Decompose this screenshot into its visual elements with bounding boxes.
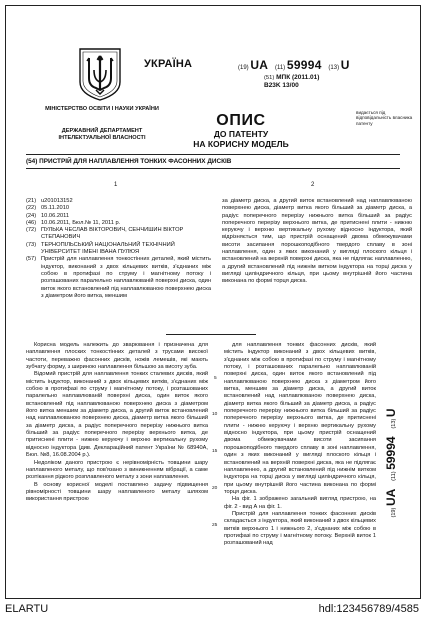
ministry-name: МІНІСТЕРСТВО ОСВІТИ І НАУКИ УКРАЇНИ <box>45 106 159 112</box>
kind-code: U <box>340 58 350 72</box>
biblio-row-claim <box>26 256 211 300</box>
patent-id-line <box>238 58 350 72</box>
ipc-class: B23K 13/00 <box>264 82 299 89</box>
code-11: (11) <box>274 65 286 71</box>
paragraph: На фіг. 1 зображено загальний вигляд пристрою, на фіг. 2 - вид А на фіг. 1. <box>224 496 376 510</box>
biblio-row <box>26 198 211 205</box>
v-code-11: (11) <box>391 471 397 481</box>
claim-continued: за діаметр диска, а другий виток встановлений над наплавлюваною поверхнею диска, діаметр витка якого більший за діаметр диска, а радіус поперечного перерізу нижнього витка більший за радіус поперечного перерізу верхнього витка, де притиснені плити - нижню керуючу і верхню вертикальну рухому відносно індуктора, який відрізняється тим, що пристрій оснащений двома обмежувачами висоти засипання порошкоподібного твердого сплаву в зоні наплавлення, один з яких виконаний у вигляді плоского кільця і встановлений на верхній поверхні диска, яка не підлягає наплавленню, а другий встановлений під нижнім витком індуктора на торці диска у вигляді циліндричного кільця, при цьому внутрішній його частина виконана по формі торця диска. <box>222 198 412 285</box>
paragraph: В основу корисної моделі поставлено задачу підвищення рівномірності товщини шару наплавленого металу шляхом використання пристрою <box>26 481 208 503</box>
v-code-13: (13) <box>391 418 397 429</box>
handle-id[interactable]: hdl:123456789/4585 <box>318 603 419 615</box>
divider-body <box>166 334 256 335</box>
biblio-code: (21) <box>26 198 37 204</box>
v-country-code: UA <box>384 488 398 507</box>
ipc-label: МПК (2011.01) <box>276 74 320 81</box>
paragraph: для наплавлення тонких фасонних дисків, який містить індуктор виконаний з двох кільцевих витків, з'єднаних між собою в протифазі по струму і магнітному потоку, і розташованих паралельно наплавлюваній поверхні диска, один виток якого встановлений під наплавлюваною поверхнею диска з діаметром його витка, меншим за діаметр диска, а другий виток встановлений над наплавлюваною поверхнею диска, діаметр витка якого більший за діаметр диска, а радіус поперечного перерізу нижнього витка більший за радіус поперечного перерізу верхнього витка, де притиснені плити - нижню керуючу і верхню вертикальну рухому відносно індуктора, при цьому пристрій оснащений двома обмежувачами висоти засипання порошкоподібного твердого сплаву в зоні наплавлення, один з яких виконаний у вигляді плоского кільця і встановлений на верхній поверхні диска, яка не підлягає наплавленню, а другий встановлений під нижнім витком індуктора на торці диска у вигляді циліндричного кільця, при цьому внутрішній його частина виконана по формі торця диска. <box>224 342 376 495</box>
biblio-value: 05.11.2010 <box>41 205 70 212</box>
column-number-left: 1 <box>114 182 118 188</box>
patent-number: 59994 <box>286 58 322 72</box>
biblio-code: (73) <box>26 241 37 248</box>
biblio-row <box>26 242 211 257</box>
biblio-code: (46) <box>26 219 37 226</box>
document-title <box>182 112 300 149</box>
ipc-block <box>264 74 319 90</box>
code-19: (19) <box>238 65 249 71</box>
department-name: ДЕРЖАВНИЙ ДЕПАРТАМЕНТ ІНТЕЛЕКТУАЛЬНОЇ ВЛАСНОСТІ <box>58 128 146 141</box>
biblio-row <box>26 205 211 212</box>
country-code: UA <box>250 58 269 72</box>
biblio-code: (22) <box>26 205 37 212</box>
biblio-row <box>26 220 211 227</box>
biblio-value: 10.06.2011 <box>41 212 70 219</box>
biblio-code: (72) <box>26 227 37 234</box>
biblio-row <box>26 213 211 220</box>
line-number: 15 <box>212 449 218 454</box>
description-left-column <box>26 342 208 504</box>
biblio-code: (24) <box>26 212 37 219</box>
bibliographic-data <box>26 198 211 300</box>
code-51: (51) <box>264 75 275 81</box>
biblio-row <box>26 227 211 242</box>
invention-title <box>26 158 231 165</box>
line-number: 5 <box>214 376 217 381</box>
code-13: (13) <box>328 65 340 71</box>
divider-top <box>26 154 400 155</box>
biblio-value: 10.06.2011, Бюл.№ 11, 2011 р. <box>41 219 121 226</box>
description-right-column <box>224 342 376 548</box>
paragraph: Пристрій для наплавлення тонких фасонних дисків складається з індуктора, який виконаний з двох кільцевих витків верхнього 1 і нижнього 2, з'єднаних між собою в протифазі по струму і магнітному потоку. Верхній виток 1 розташований над <box>224 510 376 547</box>
responsibility-note: видається під відповідальність власника патенту <box>356 110 413 126</box>
claim-text: Пристрій для наплавлення тонкостінних деталей, який містить індуктор, виконаний з двох кільцевих витків, з'єднаних між собою в протифазі по струму і магнітному потоку і розташованих паралельно наплавлюваній поверхні диска, один виток якого встановлений під наплавлюваною поверхнею диска з діаметром його витка, меншим <box>41 256 211 299</box>
paragraph: Корисна модель належить до зварювання і призначена для наплавлення плоских тонкостінних деталей з трусами високої частоти, переважно фасонних дисків, ножів лемешів, які мають зубчату форму, з шириною наплавлення більшою за висоту зуба. <box>26 342 208 371</box>
title-line-3: НА КОРИСНУ МОДЕЛЬ <box>193 139 289 149</box>
viewer-footer <box>0 600 424 620</box>
code-54: (54) <box>26 158 38 165</box>
title-line-1: ОПИС <box>216 112 266 129</box>
line-number: 25 <box>212 523 218 528</box>
repository-name: ELARTU <box>5 603 49 615</box>
paragraph: Відомий пристрій для наплавлення тонких сталевих дисків, який містить індуктор, виконаний з двох кільцевих витків, з'єднаних між собою в протифазі по струму і магнітному потоку, і розташованих паралельно наплавлюваній поверхні диска, один виток якого встановлений під наплавлюваною поверхнею диска з діаметром його витка меншим за діаметр диска, а другий виток встановлений над наплавлюваною поверхнею диска, діаметр витка якого більший за діаметр диска, а радіус поперечного перерізу нижнього витка більший за радіус поперечного перерізу верхнього витка, де притиснені плити - нижню керуючу і верхню вертикальну рухому відносно індуктора (див. Деклараційний патент України № 68940А, Бюл. №8, 16.08.2004 р.). <box>26 371 208 459</box>
divider-title <box>26 168 400 169</box>
vertical-patent-id <box>379 342 403 584</box>
title-line-2: ДО ПАТЕНТУ <box>213 129 269 139</box>
v-code-19: (19) <box>391 507 397 518</box>
biblio-value: ТЕРНОПІЛЬСЬКИЙ НАЦІОНАЛЬНИЙ ТЕХНІЧНИЙ УНІВЕРСИТЕТ ІМЕНІ ІВАНА ПУЛЮЯ <box>41 241 175 256</box>
line-number: 10 <box>212 412 218 417</box>
patent-page <box>5 5 421 599</box>
v-patent-number: 59994 <box>384 436 398 470</box>
paragraph: Недоліком даного пристрою є нерівномірність товщини шару наплавленого металу, що пов'язано з виникненням вібрації, а саме розтікання рідкого розплавленого металу з зони наплавлення. <box>26 459 208 481</box>
invention-title-text: ПРИСТРІЙ ДЛЯ НАПЛАВЛЕННЯ ТОНКИХ ФАСОННИХ ДИСКІВ <box>39 158 232 165</box>
trident-emblem-icon <box>76 46 124 102</box>
biblio-code: (57) <box>26 256 37 263</box>
biblio-value: ПУЛЬКА ЧЕСЛАВ ВІКТОРОВИЧ, СЕНЧИШИН ВІКТОР СТЕПАНОВИЧ <box>41 227 184 241</box>
line-number: 20 <box>212 486 218 491</box>
v-kind-code: U <box>384 408 398 418</box>
biblio-value: u201013152 <box>41 198 73 204</box>
country-name: УКРАЇНА <box>144 58 193 70</box>
column-number-right: 2 <box>311 182 315 188</box>
